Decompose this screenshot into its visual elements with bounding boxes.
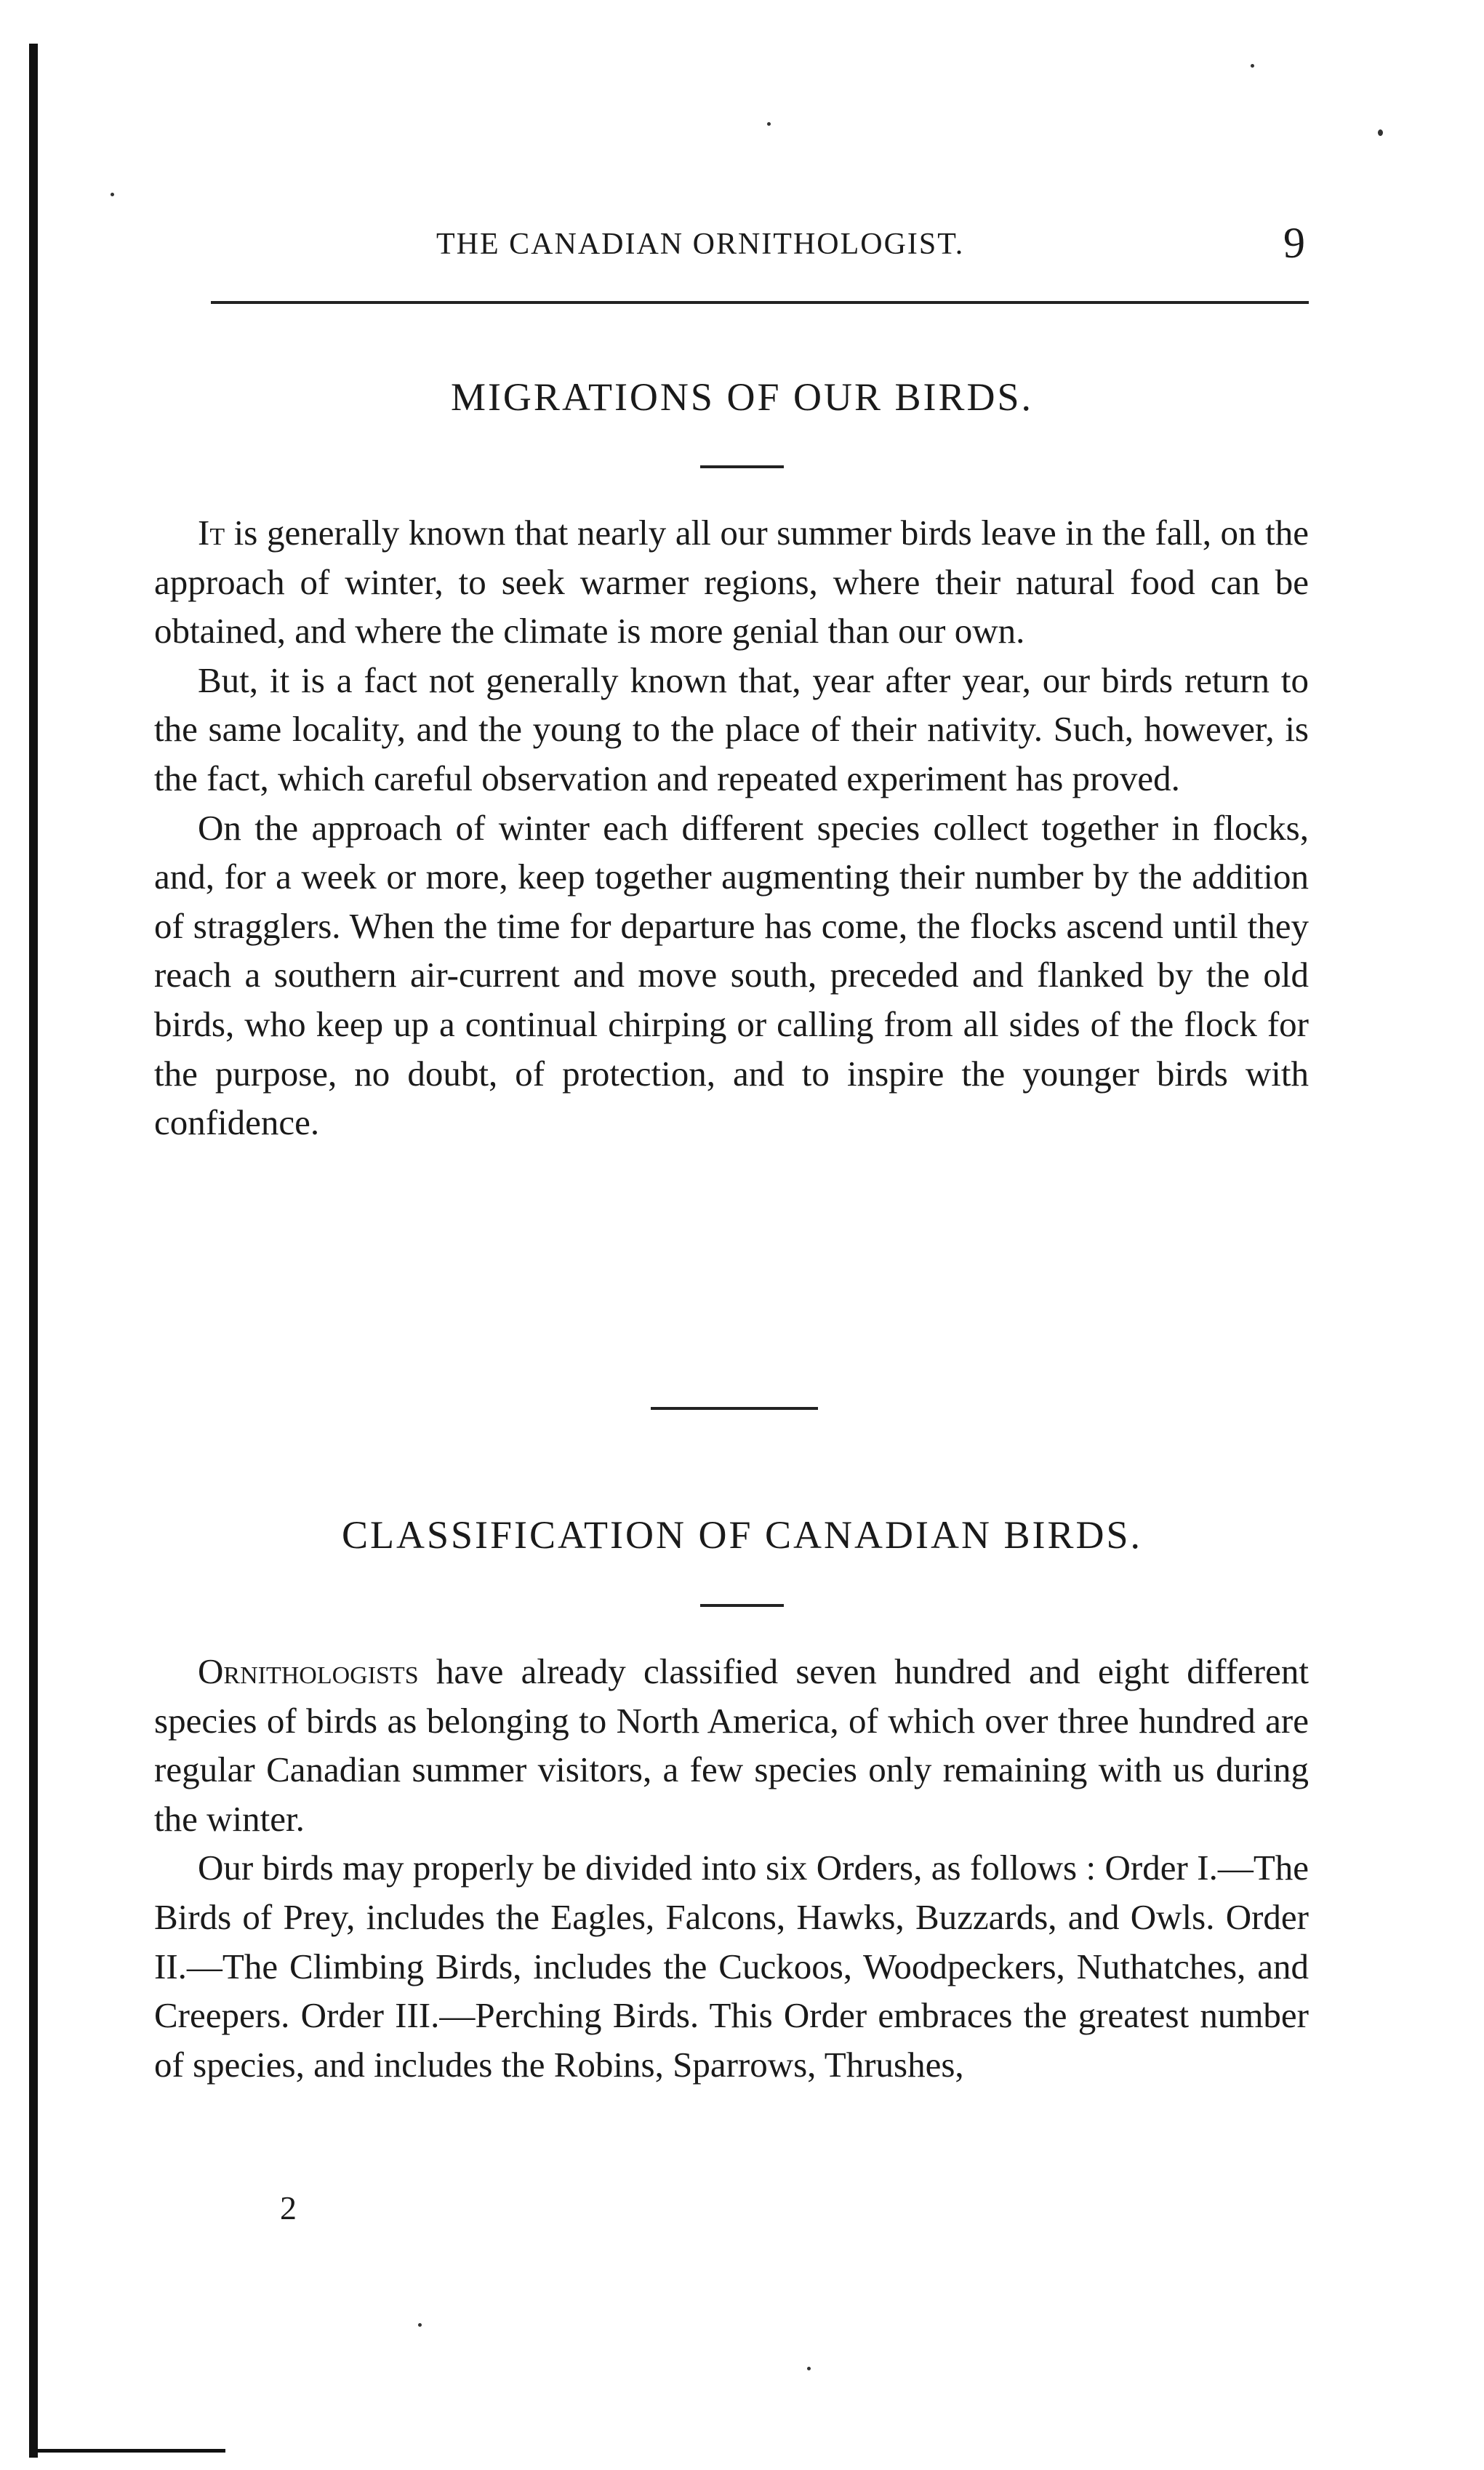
paragraph-text: is generally known that nearly all our summer birds leave in the fall, on the approach of winter, to seek warmer regions, where their natural food can be obtained, and where the climate is more genial than our own. (154, 513, 1309, 651)
print-speck (418, 2323, 422, 2327)
paragraph-text: But, it is a fact not generally known that, year after year, our birds return to the same locality, and the young to the place of their nativity. Such, however, is the fact, which careful observation and repeated experiment has proved. (154, 659, 1309, 798)
section-divider (651, 1407, 818, 1410)
paragraph-text: Our birds may properly be divided into six Orders, as follows : Order I.—The Birds of Prey, includes the Eagles, Falcons, Hawks, Buzzards, and Owls. Order II.—The Climbing Birds, includes the Cuckoos, Woodpeckers, Nuthatches, and Creepers. Order III.—Perching Birds. This Order embraces the greatest number of species, and includes the Robins, Sparrows, Thrushes, (154, 1848, 1309, 2085)
paragraph (154, 656, 1309, 803)
section-title-classification: CLASSIFICATION OF CANADIAN BIRDS. (341, 1513, 1143, 1557)
paragraph-lead: Ornithologists (198, 1651, 419, 1691)
print-speck (1251, 64, 1254, 68)
paragraph-text: have already classified seven hundred and eight different species of birds as belonging to North America, of which over three hundred are regular Canadian summer visitors, a few species only remaining with us during the winter. (154, 1651, 1309, 1839)
running-head-title: THE CANADIAN ORNITHOLOGIST. (436, 228, 965, 261)
paragraph (154, 1843, 1309, 2089)
page-number: 9 (1283, 219, 1305, 267)
classification-body (154, 1647, 1309, 2089)
header-rule (211, 301, 1309, 304)
paragraph-text: On the approach of winter each different species collect together in flocks, and, for a week or more, keep together augmenting their number by the addition of stragglers. When the time for departure has come, the flocks ascend until they reach a southern air-current and move south, preceded and flanked by the old birds, who keep up a continual chirping or calling from all sides of the flock for the purpose, no doubt, of protection, and to inspire the younger birds with confidence. (154, 807, 1309, 1143)
print-speck (111, 193, 114, 196)
signature-mark: 2 (280, 2189, 297, 2226)
title-rule (700, 1604, 784, 1607)
paragraph (154, 1647, 1309, 1843)
paragraph-lead: It (198, 513, 225, 553)
title-rule (700, 465, 784, 468)
print-speck (807, 2367, 811, 2370)
section-title-migrations: MIGRATIONS OF OUR BIRDS. (450, 375, 1034, 419)
paragraph (154, 803, 1309, 1147)
migrations-body (154, 508, 1309, 1147)
page-binding-foot (29, 2449, 225, 2453)
print-speck (767, 122, 771, 126)
paragraph (154, 508, 1309, 656)
print-speck (1378, 129, 1383, 136)
